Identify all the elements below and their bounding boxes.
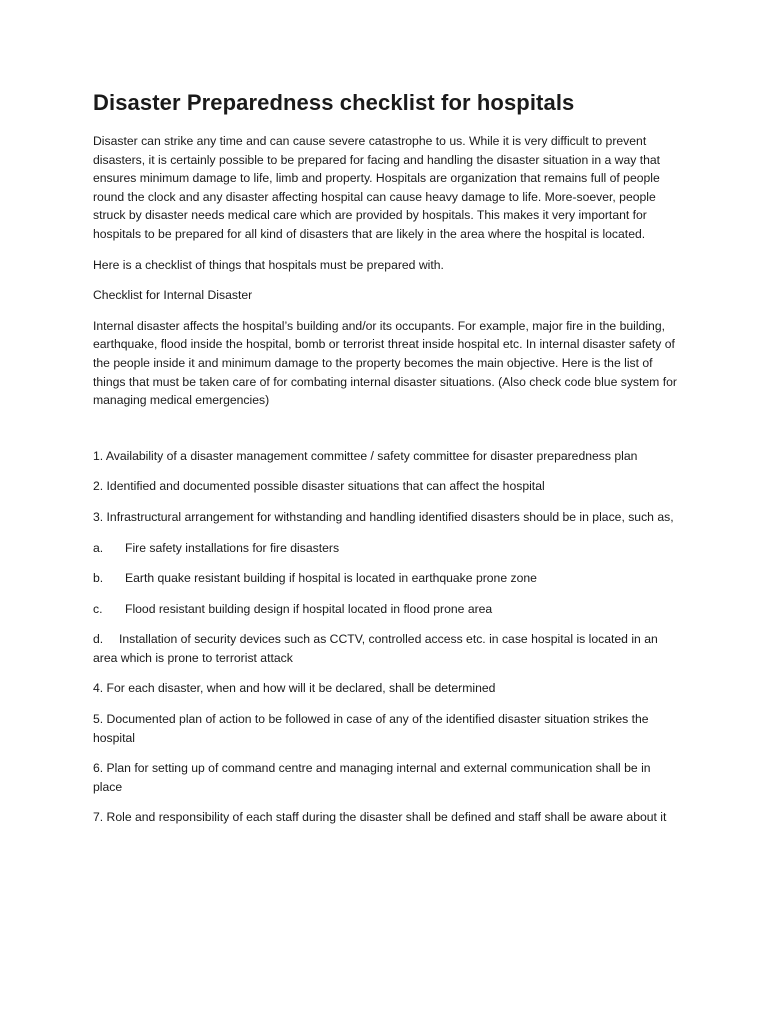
- checklist-intro: Here is a checklist of things that hospitals must be prepared with.: [93, 257, 444, 272]
- sub-item-text: Flood resistant building design if hospital located in flood prone area: [125, 601, 493, 616]
- document-page: [93, 88, 678, 839]
- checklist-item-6: 6. Plan for setting up of command centre and managing internal and external communication shall be in place: [93, 761, 651, 794]
- section-heading: Checklist for Internal Disaster: [93, 288, 253, 303]
- sub-item-text: Fire safety installations for fire disasters: [125, 540, 340, 555]
- checklist-item-1: 1. Availability of a disaster management committee / safety committee for disaster preparedness plan: [93, 448, 638, 463]
- page-title: Disaster Preparedness checklist for hospitals: [93, 90, 575, 115]
- checklist-item-7: 7. Role and responsibility of each staff during the disaster shall be defined and staff shall be aware about it: [93, 810, 667, 825]
- sub-item-marker: c.: [93, 601, 103, 616]
- intro-paragraph: Disaster can strike any time and can cause severe catastrophe to us. While it is very difficult to prevent disasters, it is certainly possible to be prepared for facing and handling the disaster situation in a way that ensures minimum damage to life, limb and property. Hospitals are organization that remains full of people round the clock and any disaster affecting hospital can cause heavy damage to life. More-soever, people struck by disaster needs medical care which are provided by hospitals. This makes it very important for hospitals to be prepared for all kind of disasters that are likely in the area where the hospital is located.: [93, 134, 661, 241]
- checklist-item-5: 5. Documented plan of action to be followed in case of any of the identified disaster situation strikes the hospital: [93, 712, 649, 745]
- sub-item-marker: a.: [93, 540, 104, 555]
- checklist-item-2: 2. Identified and documented possible disaster situations that can affect the hospital: [93, 479, 545, 494]
- sub-item-text: Installation of security devices such as CCTV, controlled access etc. in case hospital is located in an area which is prone to terrorist attack: [93, 632, 658, 665]
- sub-item-marker: d.: [93, 632, 104, 647]
- sub-item-marker: b.: [93, 571, 104, 586]
- sub-item-text: Earth quake resistant building if hospital is located in earthquake prone zone: [125, 571, 537, 586]
- sub-item-d: [93, 630, 678, 667]
- checklist-item-3: 3. Infrastructural arrangement for withstanding and handling identified disasters should be in place, such as,: [93, 509, 674, 524]
- sub-item-b: [93, 569, 678, 588]
- section-body: Internal disaster affects the hospital’s building and/or its occupants. For example, major fire in the building, earthquake, flood inside the hospital, bomb or terrorist threat inside hospital etc. In internal disaster safety of the people inside it and minimum damage to the property becomes the main objective. Here is the list of things that must be taken care of for combating internal disaster situations. (Also check code blue system for managing medical emergencies): [93, 318, 677, 408]
- checklist-item-4: 4. For each disaster, when and how will it be declared, shall be determined: [93, 681, 496, 696]
- spacer: [93, 422, 678, 447]
- sub-item-c: [93, 600, 678, 619]
- sub-item-a: [93, 539, 678, 558]
